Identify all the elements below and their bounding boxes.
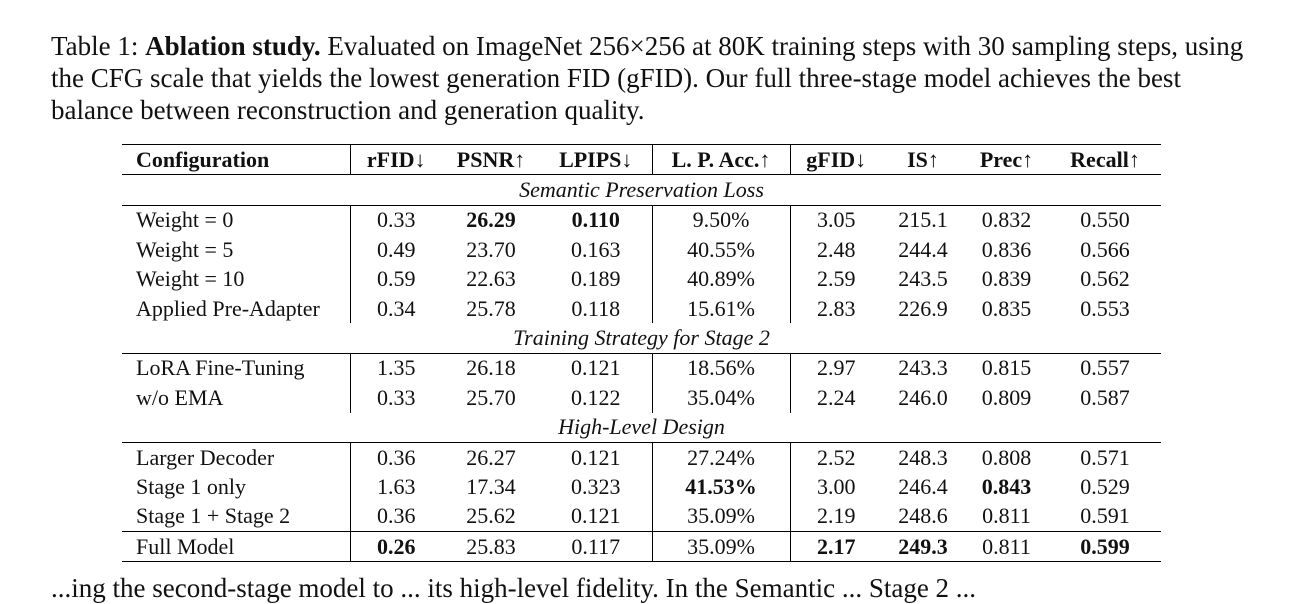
table-cell: 1.35 xyxy=(377,355,416,381)
table-cell: 26.18 xyxy=(466,355,516,381)
row-label: Stage 1 + Stage 2 xyxy=(122,502,350,532)
row-label: Weight = 0 xyxy=(122,205,350,235)
table-cell: 35.09% xyxy=(652,502,790,532)
table-cell: 244.4 xyxy=(898,236,948,262)
table-cell: 0.808 xyxy=(981,444,1032,470)
header-prec: Prec↑ xyxy=(964,145,1049,175)
table-cell: 0.110 xyxy=(540,205,652,235)
section-header-row xyxy=(122,413,1161,443)
table-cell: 25.78 xyxy=(466,295,516,321)
table-cell: 0.36 xyxy=(377,444,416,470)
table-cell: 2.17 xyxy=(790,532,882,562)
header-rfid: rFID↓ xyxy=(350,145,442,175)
table-row xyxy=(122,442,1161,472)
table-row xyxy=(122,502,1161,532)
body-text-fragment: ...ing the second-stage model to ... its high-level fidelity. In the Semantic ... Stage 2 ... xyxy=(51,573,977,603)
table-cell: 35.04% xyxy=(652,383,790,412)
table-cell: 0.587 xyxy=(1080,384,1130,410)
table-cell: 0.34 xyxy=(377,295,416,321)
caption-text: Evaluated on ImageNet 256×256 at 80K training steps with 30 sampling steps, using the CFG scale that yields the lowest generation FID (gFID). Our full three-stage model achieves the best balance between reconstruction and generation quality. xyxy=(51,31,1244,125)
table-cell: 2.19 xyxy=(817,503,856,529)
table-row xyxy=(122,353,1161,383)
table-cell: 0.839 xyxy=(981,266,1032,292)
section-title: Training Strategy for Stage 2 xyxy=(122,323,1161,353)
table-cell: 26.27 xyxy=(466,444,516,470)
table-cell: 26.29 xyxy=(466,207,516,233)
caption-label: Table 1: xyxy=(51,31,146,61)
table-cell: 27.24% xyxy=(652,442,790,472)
table-cell: 0.26 xyxy=(350,532,442,562)
table-cell: 0.189 xyxy=(540,265,652,294)
table-cell: 18.56% xyxy=(652,353,790,383)
table-cell: 226.9 xyxy=(898,295,948,321)
header-lp-acc: L. P. Acc.↑ xyxy=(652,145,790,175)
section-title: Semantic Preservation Loss xyxy=(122,175,1161,205)
table-cell: 0.550 xyxy=(1080,207,1130,233)
section-header-row xyxy=(122,175,1161,205)
table-cell: 0.122 xyxy=(540,383,652,412)
row-label: Full Model xyxy=(122,532,350,562)
table-cell: 243.5 xyxy=(898,266,948,292)
table-cell: 0.33 xyxy=(377,207,416,233)
row-label: LoRA Fine-Tuning xyxy=(122,353,350,383)
ablation-table xyxy=(122,144,1161,562)
header-lpips: LPIPS↓ xyxy=(540,145,652,175)
header-recall: Recall↑ xyxy=(1049,145,1161,175)
table-row xyxy=(122,294,1161,323)
table-cell: 246.0 xyxy=(898,384,948,410)
table-cell: 2.59 xyxy=(817,266,856,292)
table-cell: 249.3 xyxy=(882,532,964,562)
table-cell: 0.323 xyxy=(540,472,652,501)
table-cell: 0.566 xyxy=(1080,236,1130,262)
table-cell: 25.62 xyxy=(466,503,516,529)
caption-title: Ablation study. xyxy=(145,31,321,61)
table-cell: 2.52 xyxy=(817,444,856,470)
table-cell: 215.1 xyxy=(898,207,948,233)
row-label: Stage 1 only xyxy=(122,472,350,501)
table-cell: 2.24 xyxy=(817,384,856,410)
table-cell: 17.34 xyxy=(466,473,516,499)
table-cell: 0.836 xyxy=(981,236,1032,262)
table-cell: 0.591 xyxy=(1080,503,1130,529)
row-label: Weight = 5 xyxy=(122,235,350,264)
table-cell: 0.117 xyxy=(540,532,652,562)
table-cell: 2.83 xyxy=(817,295,856,321)
table-cell: 0.815 xyxy=(981,355,1032,381)
table-cell: 15.61% xyxy=(652,294,790,323)
header-psnr: PSNR↑ xyxy=(442,145,540,175)
table-cell: 248.6 xyxy=(898,503,948,529)
table-cell: 25.83 xyxy=(442,532,540,562)
table-cell: 0.811 xyxy=(964,532,1049,562)
table-cell: 0.571 xyxy=(1080,444,1130,470)
table-cell: 243.3 xyxy=(898,355,948,381)
section-title: High-Level Design xyxy=(122,413,1161,443)
table-row xyxy=(122,235,1161,264)
row-label: Larger Decoder xyxy=(122,442,350,472)
header-row xyxy=(122,145,1161,175)
table-cell: 0.121 xyxy=(540,353,652,383)
table-cell: 0.553 xyxy=(1080,295,1130,321)
header-is: IS↑ xyxy=(882,145,964,175)
table-cell: 40.89% xyxy=(652,265,790,294)
table-cell: 0.36 xyxy=(377,503,416,529)
table-cell: 0.843 xyxy=(981,473,1032,499)
table-cell: 41.53% xyxy=(652,472,790,501)
table-cell: 3.05 xyxy=(817,207,856,233)
row-label: w/o EMA xyxy=(122,383,350,412)
table-cell: 2.48 xyxy=(817,236,856,262)
table-cell: 0.599 xyxy=(1049,532,1161,562)
table-cell: 0.121 xyxy=(540,502,652,532)
table-cell: 40.55% xyxy=(652,235,790,264)
table-row xyxy=(122,383,1161,412)
table-cell: 35.09% xyxy=(652,532,790,562)
table-cell: 9.50% xyxy=(652,205,790,235)
table-cell: 0.529 xyxy=(1080,473,1130,499)
header-gfid: gFID↓ xyxy=(790,145,882,175)
table-cell: 248.3 xyxy=(898,444,948,470)
table-cell: 0.562 xyxy=(1080,266,1130,292)
section-header-row xyxy=(122,323,1161,353)
table-cell: 22.63 xyxy=(466,266,516,292)
table-cell: 1.63 xyxy=(377,473,416,499)
table-cell: 0.557 xyxy=(1080,355,1130,381)
table-cell: 0.811 xyxy=(982,503,1031,529)
table-cell: 0.121 xyxy=(540,442,652,472)
table-cell: 0.163 xyxy=(540,235,652,264)
table-row xyxy=(122,472,1161,501)
table-row xyxy=(122,532,1161,562)
table-cell: 0.809 xyxy=(981,384,1032,410)
table-cell: 0.59 xyxy=(377,266,416,292)
row-label: Applied Pre-Adapter xyxy=(122,294,350,323)
table-cell: 25.70 xyxy=(466,384,516,410)
table-cell: 23.70 xyxy=(466,236,516,262)
header-configuration: Configuration xyxy=(122,145,350,175)
table-cell: 0.832 xyxy=(981,207,1032,233)
table-caption xyxy=(51,30,1246,126)
table-row xyxy=(122,265,1161,294)
row-label: Weight = 10 xyxy=(122,265,350,294)
table-cell: 0.33 xyxy=(377,384,416,410)
table-cell: 3.00 xyxy=(817,473,856,499)
table-cell: 0.835 xyxy=(981,295,1032,321)
table-cell: 0.118 xyxy=(540,294,652,323)
table-cell: 0.49 xyxy=(377,236,416,262)
table-cell: 2.97 xyxy=(817,355,856,381)
table-row xyxy=(122,205,1161,235)
table-cell: 246.4 xyxy=(898,473,948,499)
